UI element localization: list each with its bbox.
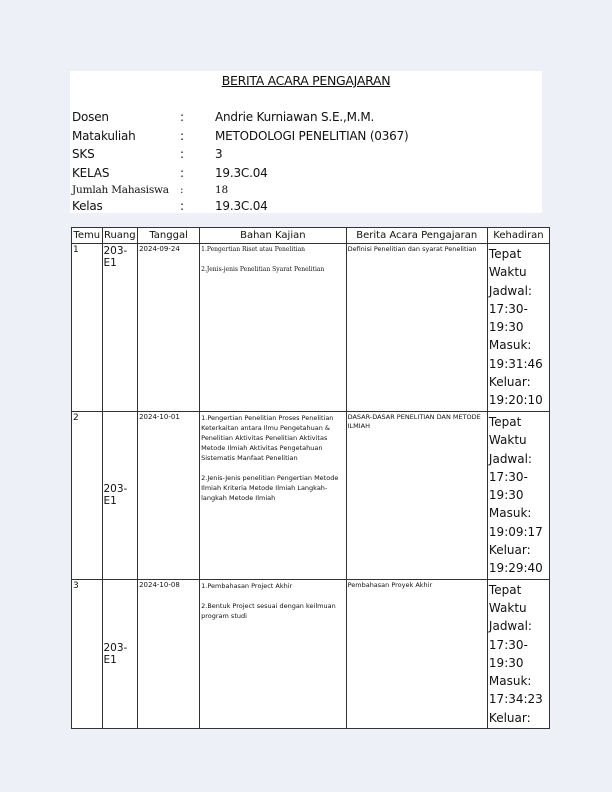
- bahan-item: 2.Bentuk Project sesuai dengan keilmuan program studi: [201, 601, 336, 620]
- cell-berita-acara: DASAR-DASAR PENELITIAN DAN METODE ILMIAH: [346, 412, 487, 580]
- cell-temu: 2: [72, 412, 103, 580]
- info-separator: :: [180, 199, 184, 213]
- document-title: BERITA ACARA PENGAJARAN: [221, 73, 391, 88]
- cell-berita-acara: Pembahasan Proyek Akhir: [346, 579, 487, 728]
- column-header-ruang: Ruang: [102, 228, 138, 244]
- info-value: 3: [215, 147, 223, 161]
- schedule-table: [71, 227, 550, 729]
- table-row: [72, 244, 550, 412]
- cell-kehadiran: [487, 412, 549, 580]
- info-value: 19.3C.04: [215, 166, 268, 180]
- info-label: Kelas: [72, 199, 103, 213]
- info-value: 18: [215, 184, 228, 196]
- kehadiran-line: 19:30: [488, 655, 524, 670]
- kehadiran-line: Keluar:: [488, 375, 531, 390]
- info-label: Jumlah Mahasiswa: [72, 184, 169, 196]
- info-label: SKS: [72, 147, 95, 161]
- cell-kehadiran: [487, 579, 549, 728]
- bahan-item: 1.Pengertian Riset atau Penelitian: [201, 246, 306, 253]
- kehadiran-line: Masuk:: [488, 338, 532, 353]
- cell-tanggal: 2024-09-24: [138, 244, 200, 412]
- kehadiran-line: 17:30-: [488, 301, 528, 316]
- column-header-bahan-kajian: Bahan Kajian: [200, 228, 346, 244]
- cell-ruang: 203-E1: [102, 579, 138, 728]
- column-header-temu: Temu: [72, 228, 103, 244]
- kehadiran-line: 19:09:17: [488, 524, 543, 539]
- kehadiran-line: 19:20:10: [488, 393, 543, 408]
- table-header-row: [72, 228, 550, 244]
- kehadiran-line: Tepat: [488, 247, 522, 261]
- column-header-tanggal: Tanggal: [138, 228, 200, 244]
- kehadiran-line: Jadwal:: [488, 619, 532, 634]
- kehadiran-line: Masuk:: [488, 674, 532, 689]
- info-separator: :: [180, 129, 184, 143]
- info-separator: :: [180, 184, 184, 196]
- bahan-item: 1.Pembahasan Project Akhir: [201, 581, 293, 590]
- kehadiran-line: 17:30-: [488, 637, 528, 652]
- table-row: [72, 412, 550, 580]
- kehadiran-line: 19:30: [488, 320, 524, 335]
- kehadiran-line: 19:31:46: [488, 356, 543, 371]
- kehadiran-line: Tepat: [488, 582, 522, 597]
- info-value: 19.3C.04: [215, 199, 268, 213]
- cell-temu: 1: [72, 244, 103, 412]
- kehadiran-line: Tepat: [488, 415, 522, 429]
- bahan-item: 2.Jenis-jenis Penelitian Syarat Penelitian: [201, 266, 325, 273]
- info-separator: :: [180, 166, 184, 180]
- kehadiran-line: Waktu: [488, 265, 527, 280]
- cell-kehadiran: [487, 244, 549, 412]
- cell-bahan-kajian: [200, 244, 346, 412]
- column-header-kehadiran: Kehadiran: [487, 228, 549, 244]
- cell-tanggal: 2024-10-01: [138, 412, 200, 580]
- kehadiran-line: 17:34:23: [488, 692, 543, 707]
- document-header: [70, 71, 542, 213]
- bahan-item: 1.Pengertian Penelitian Proses Penelitian Keterkaitan antara Ilmu Pengetahuan & Penelitian Aktivitas Penelitian Aktivitas Metode Ilmiah Aktivitas Pengetahuan Sistematis Manfaat Penelitian: [201, 414, 334, 462]
- bahan-item: 2.Jenis-Jenis penelitian Pengertian Metode Ilmiah Kriteria Metode Ilmiah Langkah-langkah Metode Ilmiah: [201, 474, 339, 502]
- cell-ruang: 203-E1: [102, 244, 138, 412]
- table-row: [72, 579, 550, 728]
- kehadiran-line: Masuk:: [488, 506, 532, 521]
- kehadiran-line: Waktu: [488, 433, 527, 448]
- info-separator: :: [180, 147, 184, 161]
- cell-bahan-kajian: [200, 412, 346, 580]
- info-label: KELAS: [72, 166, 110, 180]
- info-value: Andrie Kurniawan S.E.,M.M.: [215, 110, 375, 124]
- cell-temu: 3: [72, 579, 103, 728]
- kehadiran-line: Keluar:: [488, 710, 531, 725]
- kehadiran-line: 17:30-: [488, 469, 528, 484]
- cell-ruang: 203-E1: [102, 412, 138, 580]
- kehadiran-line: Jadwal:: [488, 283, 532, 298]
- kehadiran-line: 19:30: [488, 488, 524, 503]
- cell-berita-acara: Definisi Penelitian dan syarat Penelitian: [346, 244, 487, 412]
- kehadiran-line: Jadwal:: [488, 451, 532, 466]
- column-header-berita-acara: Berita Acara Pengajaran: [346, 228, 487, 244]
- info-separator: :: [180, 110, 184, 124]
- cell-bahan-kajian: [200, 579, 346, 728]
- kehadiran-line: Keluar:: [488, 543, 531, 558]
- info-label: Matakuliah: [72, 129, 136, 143]
- info-value: METODOLOGI PENELITIAN (0367): [215, 129, 409, 143]
- info-label: Dosen: [72, 110, 109, 124]
- kehadiran-line: 19:29:40: [488, 561, 543, 576]
- cell-tanggal: 2024-10-08: [138, 579, 200, 728]
- kehadiran-line: Waktu: [488, 600, 527, 615]
